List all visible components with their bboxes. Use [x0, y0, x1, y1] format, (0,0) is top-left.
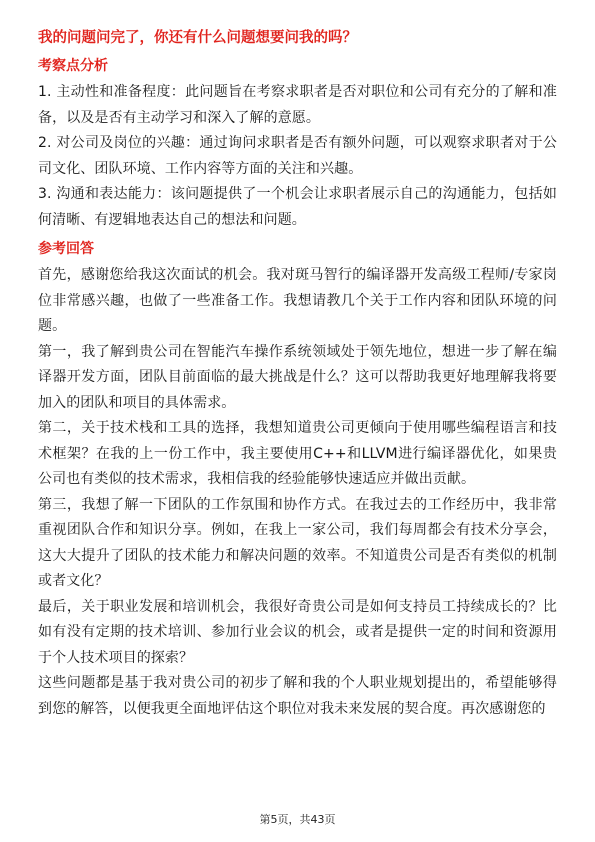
answer-paragraph: 第三，我想了解一下团队的工作氛围和协作方式。在我过去的工作经历中，我非常重视团队合作和知识分享。例如，在我上一家公司，我们每周都会有技术分享会，这大大提升了团队的技术能力和解决问题的效率。不知道贵公司是否有类似的机制或者文化？ — [38, 496, 557, 589]
analysis-title: 考察点分析 — [38, 58, 108, 74]
analysis-item: 1. 主动性和准备程度：此问题旨在考察求职者是否对职位和公司有充分的了解和准备，以及是否有主动学习和深入了解的意愿。 — [38, 84, 557, 126]
analysis-item: 2. 对公司及岗位的兴趣：通过询问求职者是否有额外问题，可以观察求职者对于公司文化、团队环境、工作内容等方面的关注和兴趣。 — [38, 135, 557, 177]
analysis-item: 3. 沟通和表达能力：该问题提供了一个机会让求职者展示自己的沟通能力，包括如何清晰、有逻辑地表达自己的想法和问题。 — [38, 186, 557, 228]
analysis-section — [38, 56, 557, 233]
answer-section — [38, 239, 557, 722]
answer-title: 参考回答 — [38, 241, 94, 257]
answer-paragraph: 首先，感谢您给我这次面试的机会。我对斑马智行的编译器开发高级工程师/专家岗位非常感兴趣，也做了一些准备工作。我想请教几个关于工作内容和团队环境的问题。 — [38, 267, 557, 334]
answer-paragraph: 这些问题都是基于我对贵公司的初步了解和我的个人职业规划提出的，希望能够得到您的解答，以便我更全面地评估这个职位对我未来发展的契合度。再次感谢您的 — [38, 675, 557, 717]
answer-paragraph: 第二，关于技术栈和工具的选择，我想知道贵公司更倾向于使用哪些编程语言和技术框架？在我的上一份工作中，我主要使用C++和LLVM进行编译器优化，如果贵公司也有类似的技术需求，我相信我的经验能够快速适应并做出贡献。 — [38, 420, 557, 487]
page-number: 第5页，共43页 — [259, 813, 336, 826]
interview-question: 我的问题问完了，你还有什么问题想要问我的吗？ — [38, 30, 357, 46]
answer-paragraph: 第一，我了解到贵公司在智能汽车操作系统领域处于领先地位，想进一步了解在编译器开发方面，团队目前面临的最大挑战是什么？这可以帮助我更好地理解我将要加入的团队和项目的具体需求。 — [38, 343, 557, 411]
answer-paragraph: 最后，关于职业发展和培训机会，我很好奇贵公司是如何支持员工持续成长的？比如有没有定期的技术培训、参加行业会议的机会，或者是提供一定的时间和资源用于个人技术项目的探索？ — [38, 598, 557, 666]
